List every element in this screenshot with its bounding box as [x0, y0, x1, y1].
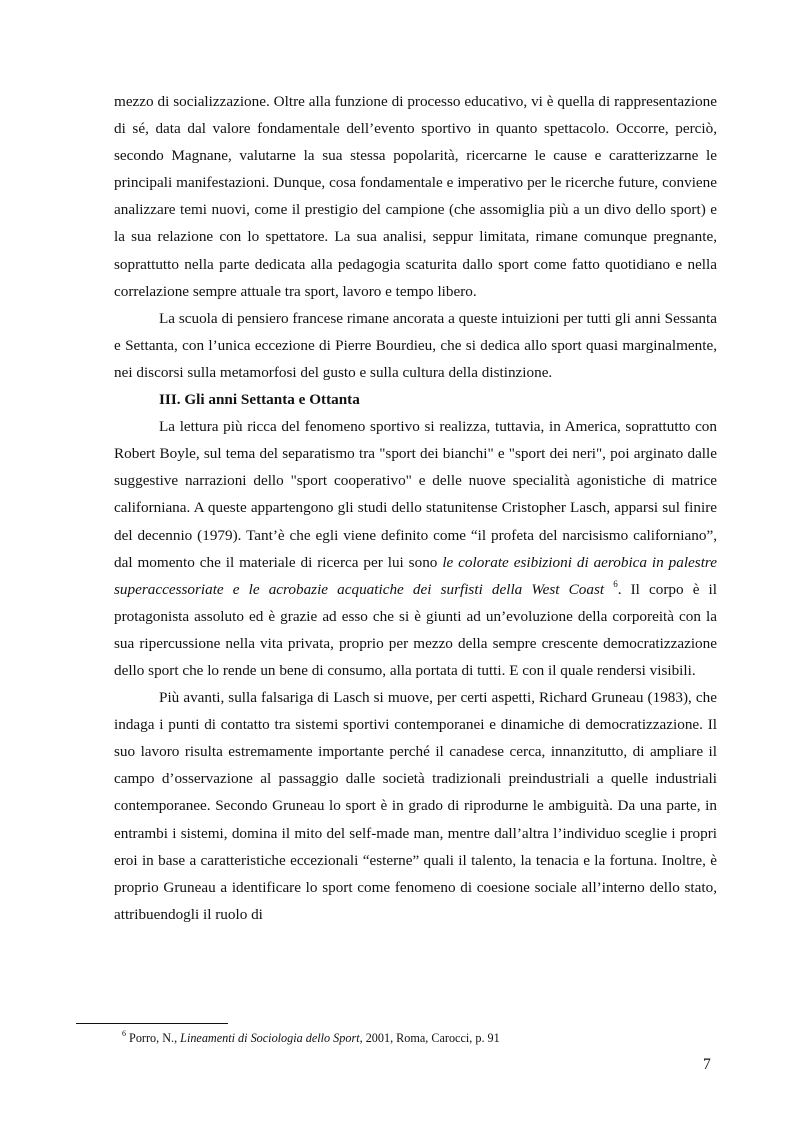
paragraph-4: Più avanti, sulla falsariga di Lasch si muove, per certi aspetti, Richard Gruneau (1983), che indaga i punti di contatto tra sistemi sportivi contemporanei e dinamiche di democratizzazione. Il suo lavoro risulta estremamente importante perché il canadese cerca, innanzitutto, di ampliare il campo d’osservazione al passaggio dalle società tradizionali preindustriali a quelle industriali contemporanee. Secondo Gruneau lo sport è in grado di riprodurne le ambiguità. Da una parte, in entrambi i sistemi, domina il mito del self-made man, mentre dall’altra l’individuo sceglie i propri eroi in base a caratteristiche eccezionali “esterne” quali il talento, la tenacia e la fortuna. Inoltre, è proprio Gruneau a identificare lo sport come fenomeno di coesione sociale all’interno dello stato, attribuendogli il ruolo di [114, 689, 717, 923]
footnote-details: , 2001, Roma, Carocci, p. 91 [359, 1031, 500, 1045]
footnote-author: Porro, N., [129, 1031, 181, 1045]
paragraph-3-italic-quote: le colorate esibizioni di aerobica in palestre superaccessoriate e le acrobazie acquatiche dei surfisti della West Coast [114, 553, 717, 598]
paragraph-3 [114, 413, 717, 684]
footnote [122, 1030, 500, 1046]
footnote-separator [76, 1023, 228, 1024]
page-number: 7 [703, 1056, 711, 1073]
paragraph-3-text-b: . Il corpo è il protagonista assoluto ed è grazie ad esso che si è giunti ad un’evoluzione della corporeità con la sua ripercussione nella vita privata, proprio per mezzo della sempre crescente democratizzazione dello sport che lo rende un bene di consumo, alla portata di tutti. E con il quale rendersi visibili. [114, 580, 718, 679]
paragraph-3-text-a: La lettura più ricca del fenomeno sportivo si realizza, tuttavia, in America, soprattutto con Robert Boyle, sul tema del separatismo tra "sport dei bianchi" e "sport dei neri", poi arginato dalle suggestive narrazioni dello "sport cooperativo" e delle nuove specialità agonistiche di matrice californiana. A queste appartengono gli studi dello statunitense Cristopher Lasch, apparsi sul finire del decennio (1979). Tant’è che egli viene definito come “il profeta del narcisismo californiano”, dal momento che il materiale di ricerca per lui sono [114, 418, 717, 571]
footnote-reference[interactable]: 6 [613, 578, 618, 589]
footnote-title: Lineamenti di Sociologia dello Sport [180, 1031, 360, 1045]
body-text [114, 88, 717, 928]
paragraph-2: La scuola di pensiero francese rimane ancorata a queste intuizioni per tutti gli anni Sessanta e Settanta, con l’unica eccezione di Pierre Bourdieu, che si dedica allo sport quasi marginalmente, nei discorsi sulla metamorfosi del gusto e sulla cultura della distinzione. [114, 309, 717, 381]
footnote-number: 6 [122, 1028, 126, 1038]
section-heading: III. Gli anni Settanta e Ottanta [159, 391, 360, 409]
paragraph-1: mezzo di socializzazione. Oltre alla funzione di processo educativo, vi è quella di rappresentazione di sé, data dal valore fondamentale dell’evento sportivo in quanto spettacolo. Occorre, perciò, secondo Magnane, valutarne la sua stessa popolarità, ricercarne le cause e caratterizzarne le principali manifestazioni. Dunque, cosa fondamentale e imperativo per le ricerche future, conviene analizzare temi nuovi, come il prestigio del campione (che assomiglia più a un divo dello sport) e la sua relazione con lo spettatore. La sua analisi, seppur limitata, rimane comunque pregnante, soprattutto nella parte dedicata alla pedagogia scaturita dallo sport come fatto quotidiano e nella correlazione sempre attuale tra sport, lavoro e tempo libero. [114, 93, 717, 300]
